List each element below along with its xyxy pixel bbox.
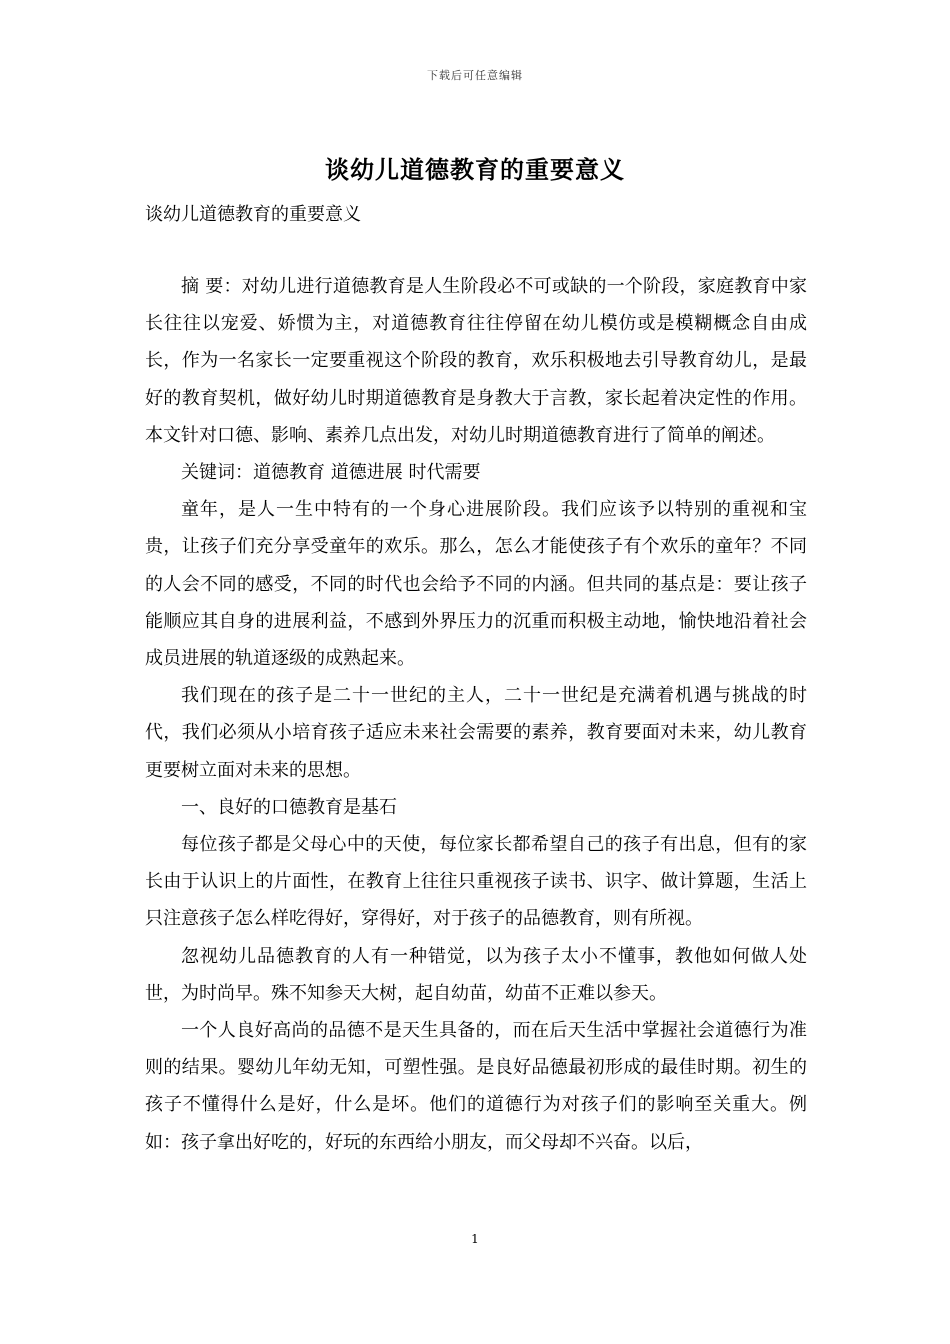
keywords-paragraph: 关键词：道德教育 道德进展 时代需要 bbox=[181, 462, 481, 484]
body-paragraph: 我们现在的孩子是二十一世纪的主人，二十一世纪是充满着机遇与挑战的时代，我们必须从小培育孩子适应未来社会需要的素养，教育要面对未来，幼儿教育更要树立面对未来的思想。 bbox=[145, 685, 807, 781]
body-paragraph: 童年，是人一生中特有的一个身心进展阶段。我们应该予以特别的重视和宝贵，让孩子们充分享受童年的欢乐。那么，怎么才能使孩子有个欢乐的童年？不同的人会不同的感受，不同的时代也会给予不同的内涵。但共同的基点是：要让孩子能顺应其自身的进展利益，不感到外界压力的沉重而积极主动地，愉快地沿着社会成员进展的轨道逐级的成熟起来。 bbox=[145, 499, 807, 670]
body-paragraph: 忽视幼儿品德教育的人有一种错觉，以为孩子太小不懂事，教他如何做人处世，为时尚早。殊不知参天大树，起自幼苗，幼苗不正难以参天。 bbox=[145, 945, 807, 1004]
document-subtitle: 谈幼儿道德教育的重要意义 bbox=[145, 204, 361, 225]
document-title: 谈幼儿道德教育的重要意义 bbox=[325, 155, 625, 184]
page-header-note: 下载后可任意编辑 bbox=[427, 69, 523, 82]
document-body bbox=[145, 268, 807, 1161]
section-heading: 一、良好的口德教育是基石 bbox=[181, 796, 397, 818]
page-number: 1 bbox=[471, 1232, 479, 1246]
body-paragraph: 每位孩子都是父母心中的天使，每位家长都希望自己的孩子有出息，但有的家长由于认识上的片面性，在教育上往往只重视孩子读书、识字、做计算题，生活上只注意孩子怎么样吃得好，穿得好，对于孩子的品德教育，则有所视。 bbox=[145, 834, 807, 930]
body-paragraph: 一个人良好高尚的品德不是天生具备的，而在后天生活中掌握社会道德行为准则的结果。婴幼儿年幼无知，可塑性强。是良好品德最初形成的最佳时期。初生的孩子不懂得什么是好，什么是坏。他们的道德行为对孩子们的影响至关重大。例如：孩子拿出好吃的，好玩的东西给小朋友，而父母却不兴奋。以后， bbox=[145, 1020, 807, 1153]
abstract-paragraph: 摘 要：对幼儿进行道德教育是人生阶段必不可或缺的一个阶段，家庭教育中家长往往以宠爱、娇惯为主，对道德教育往往停留在幼儿模仿或是模糊概念自由成长，作为一名家长一定要重视这个阶段的教育，欢乐积极地去引导教育幼儿，是最好的教育契机，做好幼儿时期道德教育是身教大于言教，家长起着决定性的作用。本文针对口德、影响、素养几点出发，对幼儿时期道德教育进行了简单的阐述。 bbox=[145, 276, 807, 446]
